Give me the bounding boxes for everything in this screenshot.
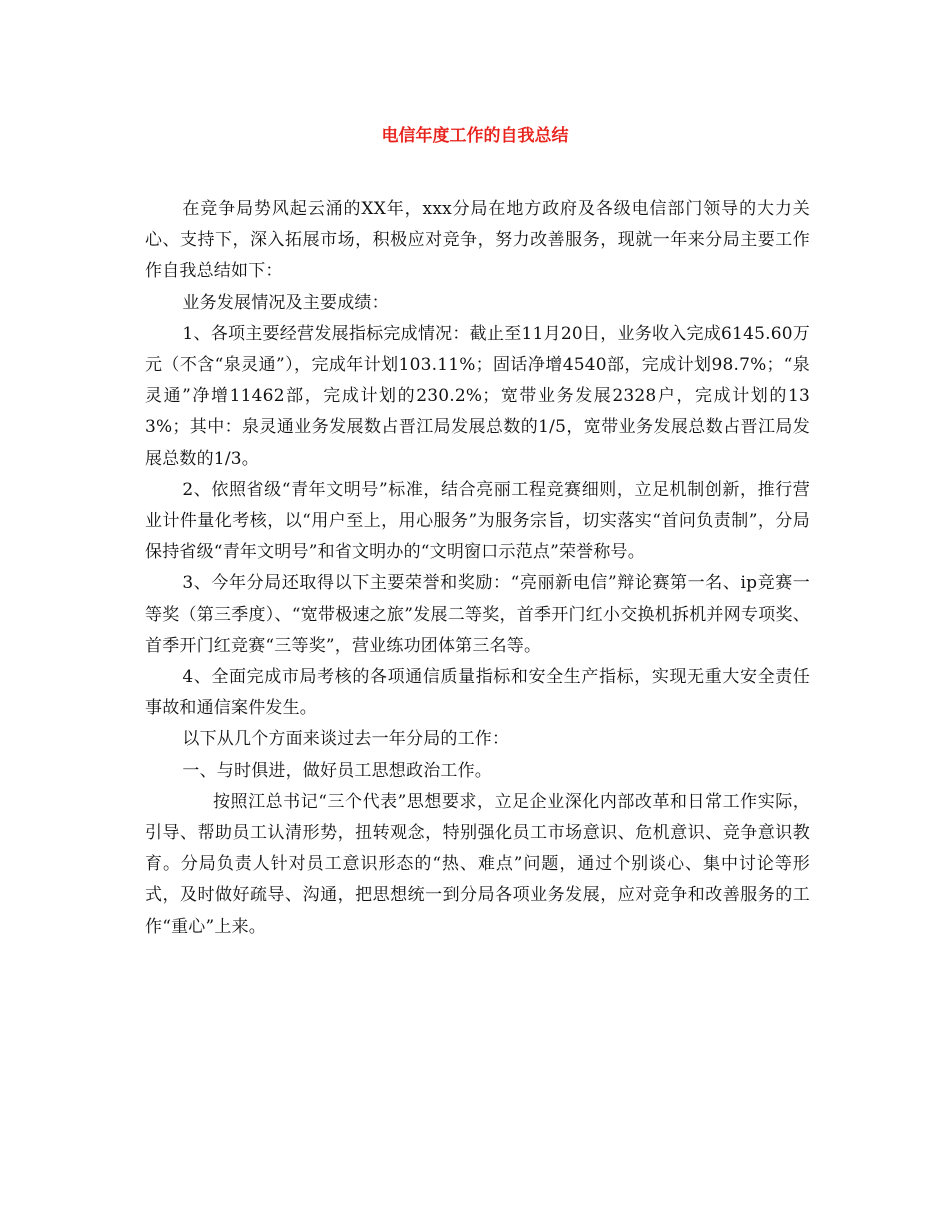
paragraph-political-work: 按照江总书记“三个代表”思想要求，立足企业深化内部改革和日常工作实际，引导、帮助员工认清形势，扭转观念，特别强化员工市场意识、危机意识、竞争意识教育。分局负责人针对员工意识形态的“热、难点”问题，通过个别谈心、集中讨论等形式，及时做好疏导、沟通，把思想统一到分局各项业务发展，应对竞争和改善服务的工作“重心”上来。 <box>145 791 810 937</box>
paragraph-transition: 以下从几个方面来谈过去一年分局的工作： <box>182 729 510 750</box>
paragraph-section-heading: 业务发展情况及主要成绩： <box>182 292 389 313</box>
paragraph-heading-one: 一、与时俱进，做好员工思想政治工作。 <box>182 760 492 781</box>
document-body <box>145 194 810 943</box>
paragraph-item-3: 3、今年分局还取得以下主要荣誉和奖励：“亮丽新电信”辩论赛第一名、ip竞赛一等奖（第三季度）、“宽带极速之旅”发展二等奖，首季开门红小交换机拆机并网专项奖、首季开门红竞赛“三等奖”，营业练功团体第三名等。 <box>145 573 810 656</box>
paragraph-item-4: 4、全面完成市局考核的各项通信质量指标和安全生产指标，实现无重大安全责任事故和通信案件发生。 <box>145 667 810 719</box>
paragraph-item-1: 1、各项主要经营发展指标完成情况：截止至11月20日，业务收入完成6145.60万元（不含“泉灵通”），完成年计划103.11%；固话净增4540部，完成计划98.7%；“泉灵通”净增11462部，完成计划的230.2%；宽带业务发展2328户，完成计划的133%；其中：泉灵通业务发展数占晋江局发展总数的1/5，宽带业务发展总数占晋江局发展总数的1/3。 <box>145 323 810 469</box>
document-title: 电信年度工作的自我总结 <box>381 126 569 146</box>
paragraph-intro: 在竞争局势风起云涌的XX年，xxx分局在地方政府及各级电信部门领导的大力关心、支持下，深入拓展市场，积极应对竞争，努力改善服务，现就一年来分局主要工作作自我总结如下： <box>145 199 810 282</box>
paragraph-item-2: 2、依照省级“青年文明号”标准，结合亮丽工程竞赛细则，立足机制创新，推行营业计件量化考核，以“用户至上，用心服务”为服务宗旨，切实落实“首问负责制”，分局保持省级“青年文明号”和省文明办的“文明窗口示范点”荣誉称号。 <box>145 479 810 563</box>
